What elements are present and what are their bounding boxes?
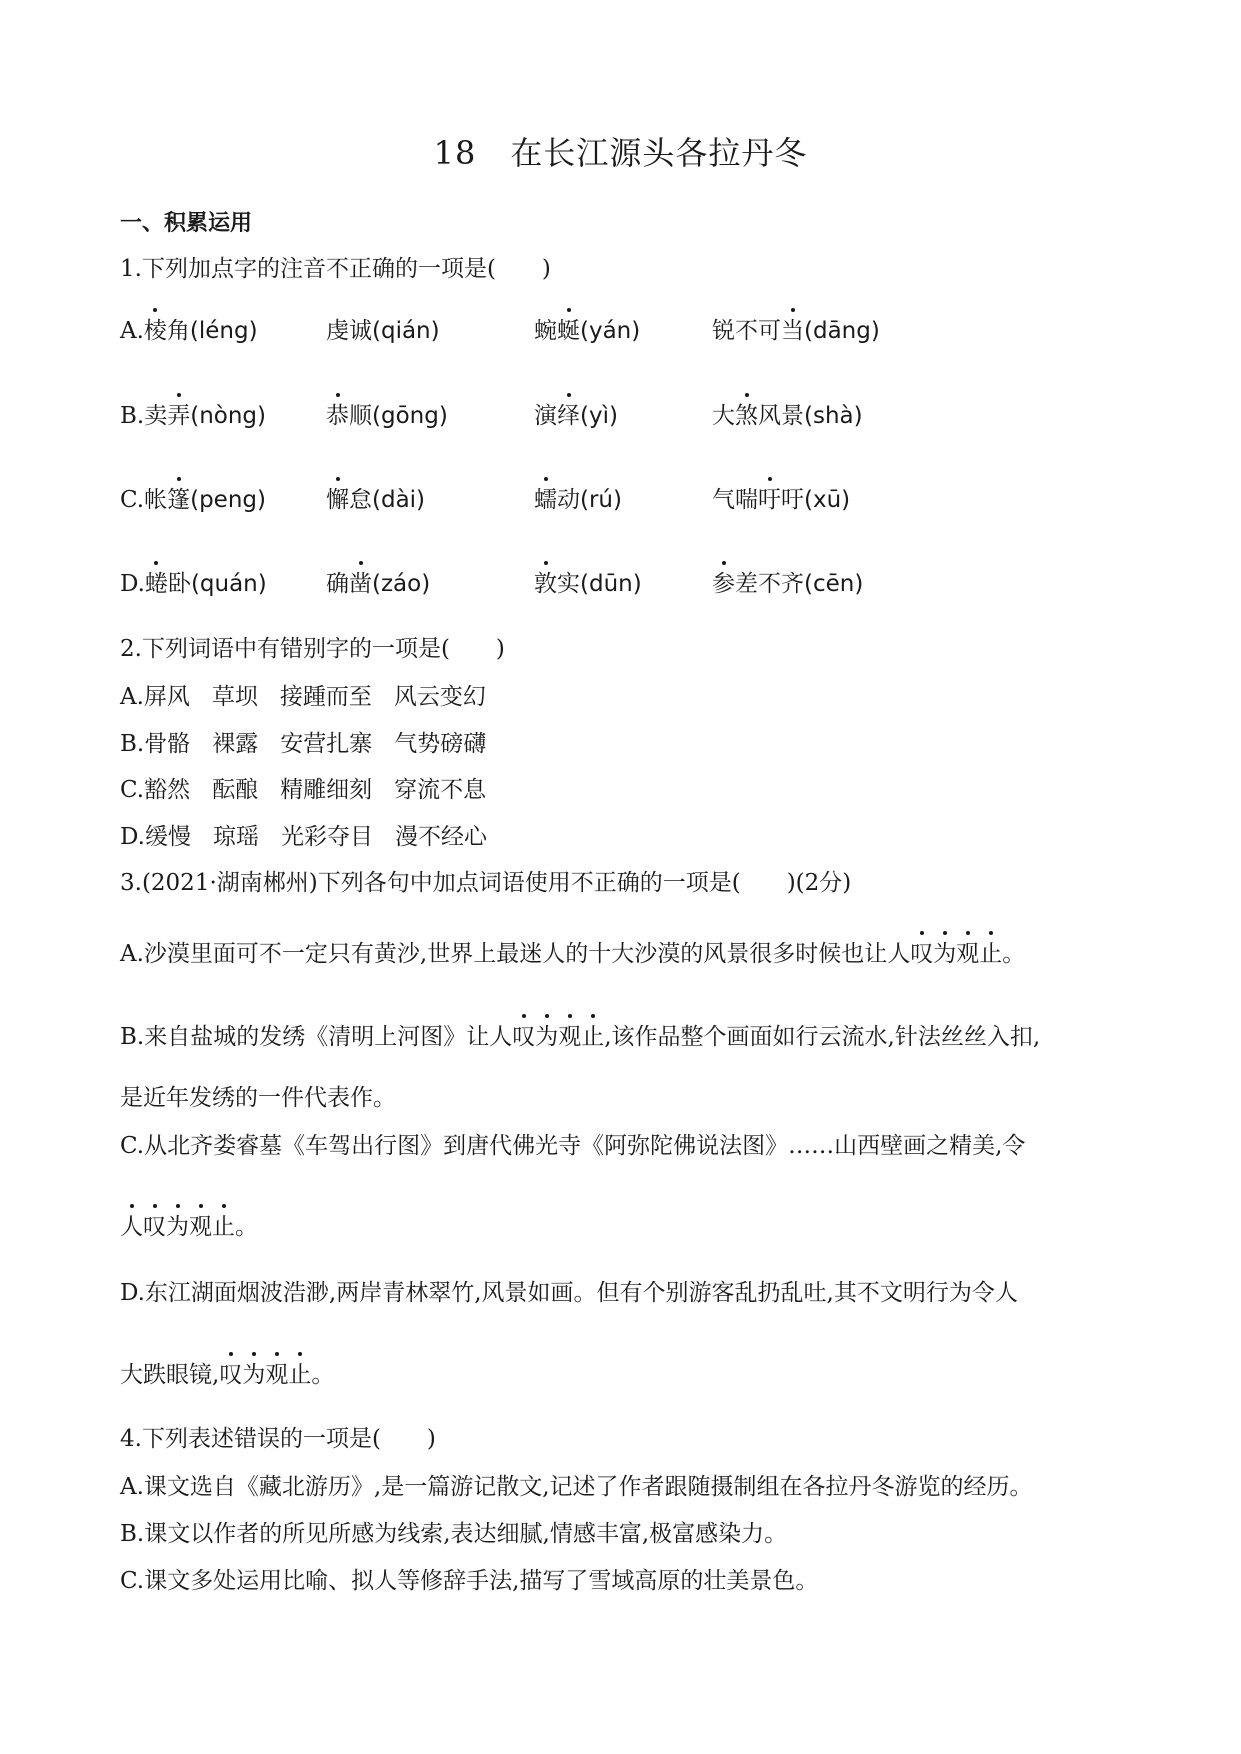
q4-stem: 4.下列表述错误的一项是( ) — [120, 1426, 436, 1452]
emphasis-char: 人 — [120, 1214, 143, 1240]
q1-b-item-4: 大煞风景(shà) — [712, 403, 863, 429]
emphasis-char: 止 — [212, 1214, 235, 1240]
q1-option-d — [120, 573, 1120, 603]
q1-c-item-1: C.帐篷(peng) — [120, 487, 266, 513]
q1-c-item-4: 气喘吁吁(xū) — [712, 487, 851, 513]
q3-option-c-line2: 人叹为观止。 — [120, 1214, 258, 1240]
emphasis-char: 为 — [933, 941, 957, 967]
emphasis-char: 观 — [558, 1024, 582, 1050]
emphasis-char: 观 — [189, 1214, 212, 1240]
q1-a-item-3: 蜿蜒(yán) — [534, 318, 641, 344]
q1-b-item-2: 恭顺(gōng) — [326, 403, 448, 429]
q1-a-item-2: 虔诚(qián) — [326, 318, 440, 344]
emphasis-char: 叹 — [910, 941, 934, 967]
emphasis-char: 止 — [979, 941, 1003, 967]
q1-option-c — [120, 489, 1120, 519]
q3-option-d-line2: 大跌眼镜,叹为观止。 — [120, 1362, 335, 1388]
q2-stem: 2.下列词语中有错别字的一项是( ) — [120, 636, 505, 662]
q3-option-a: A.沙漠里面可不一定只有黄沙,世界上最迷人的十大沙漠的风景很多时候也让人叹为观止。 — [120, 941, 1026, 967]
q1-a-item-4: 锐不可当(dāng) — [712, 318, 880, 344]
emphasis-char: 叹 — [219, 1362, 243, 1388]
q3-option-c-line1: C.从北齐娄睿墓《车驾出行图》到唐代佛光寺《阿弥陀佛说法图》……山西壁画之精美,令 — [120, 1133, 1026, 1159]
emphasis-char: 叹 — [512, 1024, 536, 1050]
q2-option-a: A.屏风 草坝 接踵而至 风云变幻 — [120, 684, 486, 710]
q1-a-item-1: A.棱角(léng) — [120, 318, 258, 344]
q2-option-b: B.骨骼 裸露 安营扎寨 气势磅礴 — [120, 731, 487, 757]
q1-option-a — [120, 320, 1120, 350]
emphasis-char: 观 — [956, 941, 980, 967]
q1-d-item-1: D.蜷卧(quán) — [120, 571, 267, 597]
q1-c-item-3: 蠕动(rú) — [534, 487, 622, 513]
emphasis-char: 为 — [166, 1214, 189, 1240]
q4-option-c: C.课文多处运用比喻、拟人等修辞手法,描写了雪域高原的壮美景色。 — [120, 1568, 819, 1594]
emphasis-char: 为 — [242, 1362, 266, 1388]
q1-d-item-3: 敦实(dūn) — [534, 571, 642, 597]
emphasis-char: 为 — [535, 1024, 559, 1050]
q1-c-item-2: 懈怠(dài) — [326, 487, 426, 513]
emphasis-char: 止 — [288, 1362, 312, 1388]
q3-option-d-line1: D.东江湖面烟波浩渺,两岸青林翠竹,风景如画。但有个别游客乱扔乱吐,其不文明行为令人 — [120, 1280, 1018, 1306]
q4-option-a: A.课文选自《藏北游历》,是一篇游记散文,记述了作者跟随摄制组在各拉丹冬游览的经历。 — [120, 1474, 1033, 1500]
section-heading: 一、积累运用 — [120, 211, 253, 236]
q3-stem: 3.(2021·湖南郴州)下列各句中加点词语使用不正确的一项是( )(2分) — [120, 870, 852, 896]
q1-d-item-4: 参差不齐(cēn) — [712, 571, 864, 597]
q4-option-b: B.课文以作者的所见所感为线索,表达细腻,情感丰富,极富感染力。 — [120, 1521, 788, 1547]
q2-option-c: C.豁然 酝酿 精雕细刻 穿流不息 — [120, 777, 487, 803]
q3-option-b-line2: 是近年发绣的一件代表作。 — [120, 1085, 396, 1111]
emphasis-char: 叹 — [143, 1214, 166, 1240]
q1-d-item-2: 确凿(záo) — [326, 571, 431, 597]
lesson-number: 18 — [433, 134, 477, 172]
emphasis-char: 止 — [581, 1024, 605, 1050]
lesson-title: 在长江源头各拉丹冬 — [510, 134, 808, 172]
q1-option-b — [120, 405, 1120, 435]
q2-option-d: D.缓慢 琼瑶 光彩夺目 漫不经心 — [120, 824, 487, 850]
q1-b-item-1: B.卖弄(nòng) — [120, 403, 266, 429]
page-title — [0, 128, 1241, 174]
q1-b-item-3: 演绎(yì) — [534, 403, 618, 429]
q1-stem: 1.下列加点字的注音不正确的一项是( ) — [120, 256, 551, 282]
emphasis-char: 观 — [265, 1362, 289, 1388]
q3-option-b-line1: B.来自盐城的发绣《清明上河图》让人叹为观止,该作品整个画面如行云流水,针法丝丝入扣, — [120, 1024, 1041, 1050]
